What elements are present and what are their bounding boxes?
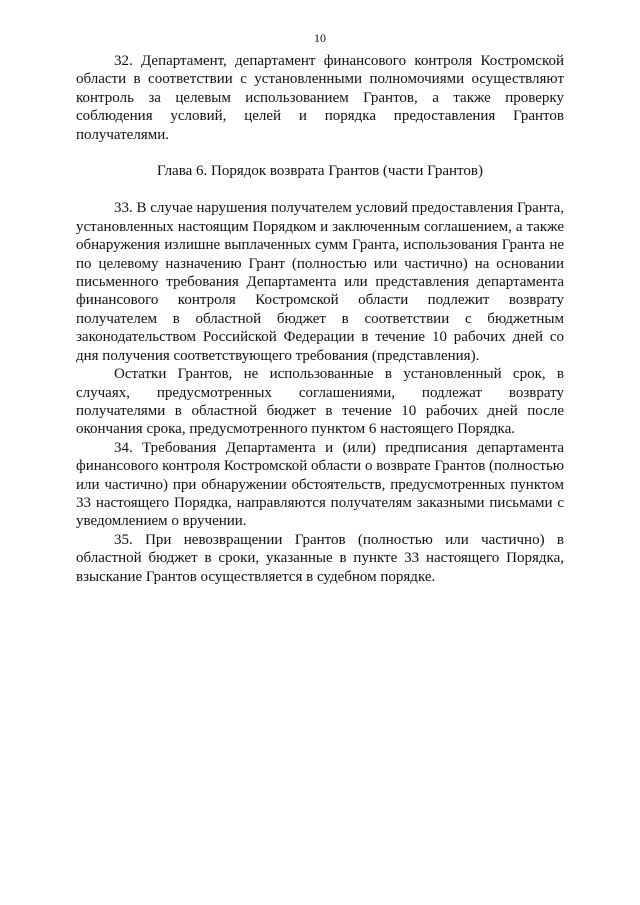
paragraph-33: 33. В случае нарушения получателем условий предоставления Гранта, установленных настоящим Порядком и заключенным соглашением, а также обнаружения излишне выплаченных сумм Гранта, использования Гранта не по целевому назначению Грант (полностью или частично) на основании письменного требования Департамента или представления департамента финансового контроля Костромской области подлежит возврату получателем в областной бюджет в соответствии с бюджетным законодательством Российской Федерации в течение 10 рабочих дней со дня получения соответствующего требования (представления). [76, 200, 564, 364]
paragraph-35: 35. При невозвращении Грантов (полностью или частично) в областной бюджет в сроки, указанные в пункте 33 настоящего Порядка, взыскание Грантов осуществляется в судебном порядке. [76, 531, 564, 585]
document-body [76, 52, 564, 586]
page-number: 10 [314, 31, 326, 45]
paragraph-33-remains: Остатки Грантов, не использованные в установленный срок, в случаях, предусмотренных соглашениями, подлежат возврату получателями в областной бюджет в течение 10 рабочих дней после окончания срока, предусмотренного пунктом 6 настоящего Порядка. [76, 366, 564, 438]
paragraph-32: 32. Департамент, департамент финансового контроля Костромской области в соответствии с установленными полномочиями осуществляют контроль за целевым использованием Грантов, а также проверку соблюдения условий, целей и порядка предоставления Грантов получателями. [76, 53, 564, 143]
chapter-6-heading: Глава 6. Порядок возврата Грантов (части Грантов) [157, 163, 483, 180]
paragraph-34: 34. Требования Департамента и (или) предписания департамента финансового контроля Костромской области о возврате Грантов (полностью или частично) при обнаружении обстоятельств, предусмотренных пунктом 33 настоящего Порядка, направляются получателям заказными письмами с уведомлением о вручении. [76, 439, 564, 530]
